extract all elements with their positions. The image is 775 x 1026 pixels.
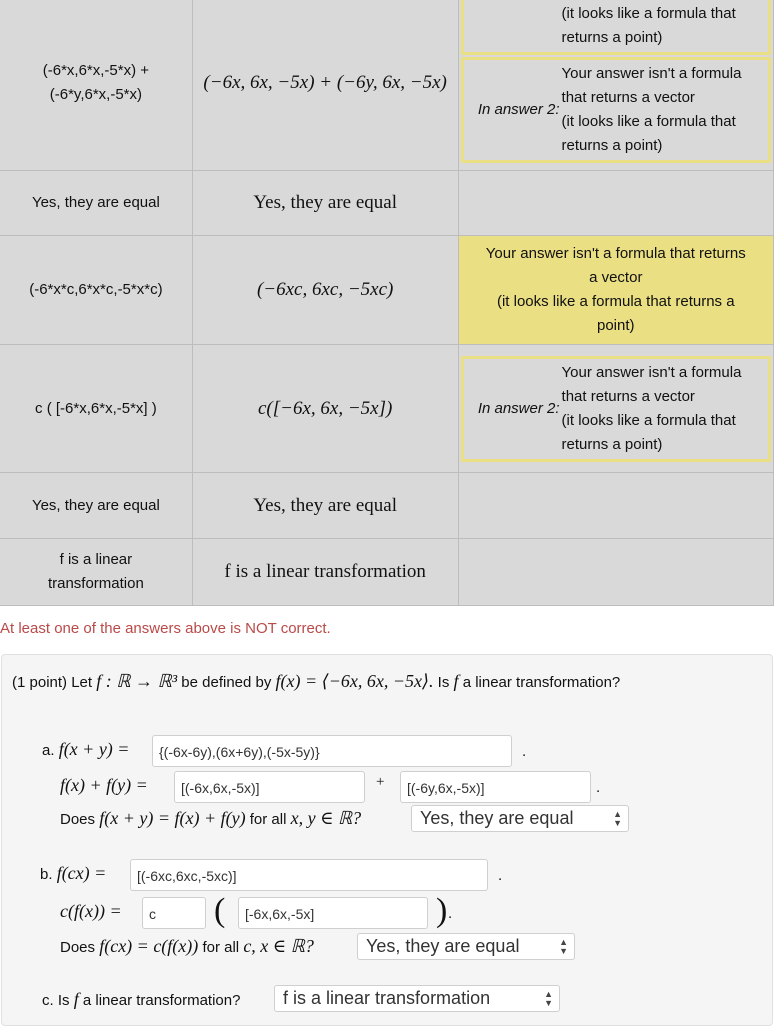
table-row [0,236,774,345]
part-b-answer-2[interactable]: c [142,897,206,929]
part-a-line2: f(x) + f(y) = [60,775,148,795]
table-row [0,345,774,473]
part-b-select[interactable]: Yes, they are equal ▲ ▼ [357,933,575,960]
problem-statement: (1 point) Let f : ℝ → ℝ³ be defined by f(x) = ⟨−6x, 6x, −5x⟩. Is f a linear transformation? [12,671,621,691]
message-cell [458,539,773,606]
message-box: In answer 2: Your answer isn't a formula that returns a vector (it looks like a formula that returns a point) [461,57,771,163]
message-cell [458,0,773,171]
part-b-line2: c(f(x)) = [60,901,122,921]
select-arrows-icon: ▲ ▼ [544,989,553,1008]
table-row [0,0,774,171]
part-a-select[interactable]: Yes, they are equal ▲ ▼ [411,805,629,832]
preview-cell: (−6xc, 6xc, −5xc) [192,236,458,345]
message-cell [458,171,773,236]
part-b-answer-3[interactable]: [-6x,6x,-5x] [238,897,428,929]
part-c-select[interactable]: f is a linear transformation ▲ ▼ [274,985,560,1012]
entered-cell: Yes, they are equal [0,473,192,539]
right-paren: ) [436,892,448,929]
entered-cell: c ( [-6*x,6*x,-5*x] ) [0,345,192,473]
select-arrows-icon: ▲ ▼ [559,937,568,956]
part-b-question: Does f(cx) = c(f(x)) for all c, x ∈ ℝ? [60,936,314,956]
message-cell [458,473,773,539]
left-paren: ( [214,892,226,929]
table-row [0,171,774,236]
part-a-line1: a. f(x + y) = [42,739,130,759]
entered-cell: (-6*x*c,6*x*c,-5*x*c) [0,236,192,345]
part-a-answer-1[interactable]: {(-6x-6y),(6x+6y),(-5x-5y)} [152,735,512,767]
part-a-answer-2[interactable]: [(-6x,6x,-5x)] [174,771,365,803]
preview-cell: Yes, they are equal [192,171,458,236]
entered-cell: f is a linear transformation [0,539,192,606]
preview-cell: f is a linear transformation [192,539,458,606]
preview-cell: (−6x, 6x, −5x) + (−6y, 6x, −5x) [192,0,458,171]
preview-cell: Yes, they are equal [192,473,458,539]
problem-panel: (1 point) Let f : ℝ → ℝ³ be defined by f(x) = ⟨−6x, 6x, −5x⟩. Is f a linear transformation? a. f(x + y) = {(-6x-6y),(6x+6y),(-5x-5y)} . f(x) + f(y) = [(-6x,6x,-5x)] + [(-6y,6x,-5x)] . Does f(x + y) = f(x) + f(y) for all x, y ∈ ℝ? Yes, they are equal ▲ ▼ b. f(cx) = [(-6xc,6xc,-5xc)] . c(f(x)) = c ( [-6x,6x,-5x] ) . Does f(cx) = c(f(x)) for all c, x ∈ ℝ? Yes, they are equal ▲ ▼ c. Is f a linear transformation? f is a linear transformation ▲ ▼ [1,654,773,1026]
part-c-question: c. Is f a linear transformation? [42,989,241,1009]
part-a-question: Does f(x + y) = f(x) + f(y) for all x, y ∈ ℝ? [60,808,362,828]
message-cell: Your answer isn't a formula that returns a vector (it looks like a formula that returns a point) [458,236,773,345]
table-row [0,473,774,539]
part-b-answer-1[interactable]: [(-6xc,6xc,-5xc)] [130,859,488,891]
message-box: In answer 2: Your answer isn't a formula that returns a vector (it looks like a formula that returns a point) [461,356,771,462]
entered-cell: (-6*x,6*x,-5*x) + (-6*y,6*x,-5*x) [0,0,192,171]
select-arrows-icon: ▲ ▼ [613,809,622,828]
preview-cell: c([−6x, 6x, −5x]) [192,345,458,473]
part-a-answer-3[interactable]: [(-6y,6x,-5x)] [400,771,591,803]
plus-sign: + [376,774,385,790]
table-row [0,539,774,606]
message-fragment: (it looks like a formula that returns a point) [461,0,771,55]
entered-cell: Yes, they are equal [0,171,192,236]
error-message: At least one of the answers above is NOT correct. [0,620,331,637]
part-b-line1: b. f(cx) = [40,863,107,883]
message-cell [458,345,773,473]
